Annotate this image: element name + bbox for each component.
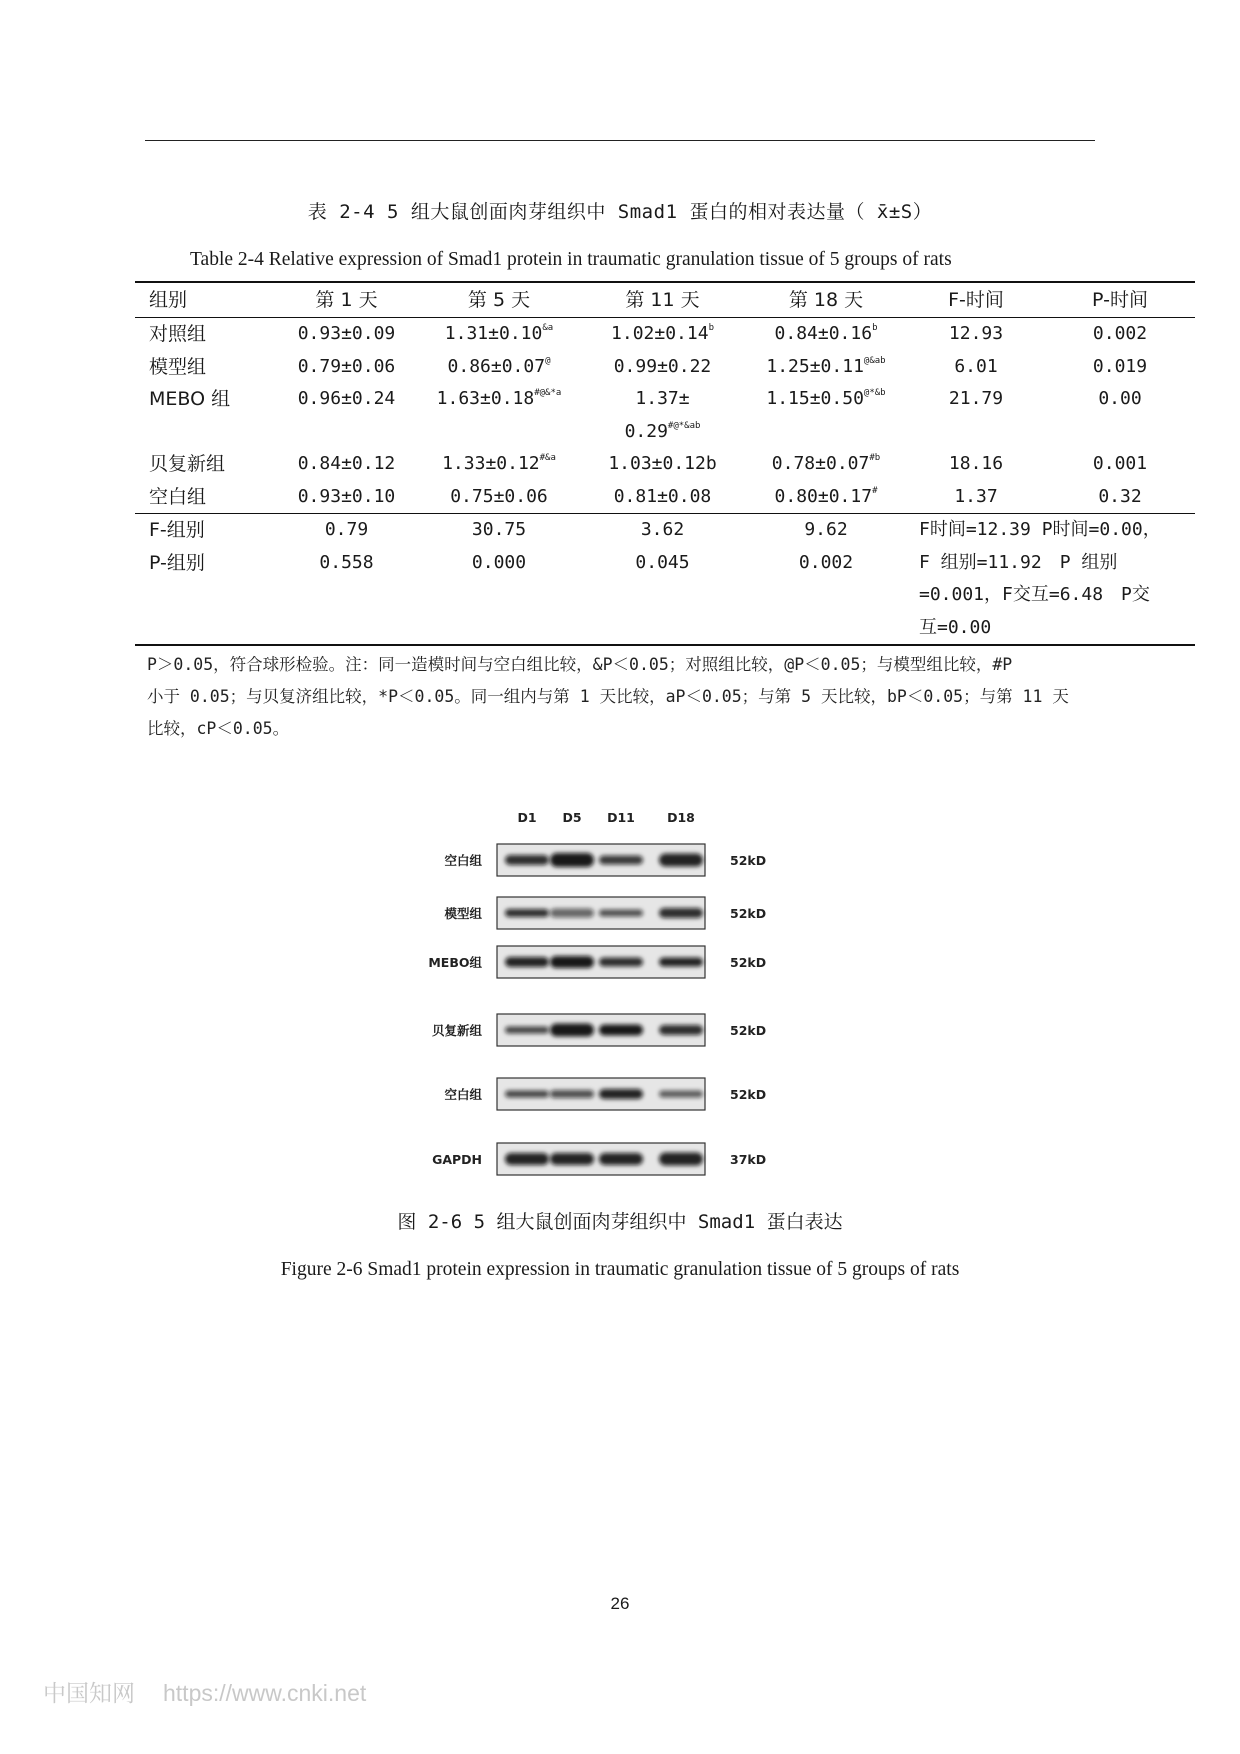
cell-p: 0.002 bbox=[1092, 323, 1148, 344]
cell-p: 0.019 bbox=[1092, 355, 1148, 377]
lane-label: D1 bbox=[517, 810, 537, 825]
header-day5: 第 5 天 bbox=[467, 289, 531, 311]
cell-d1: 0.84±0.12 bbox=[297, 453, 396, 474]
watermark-url: https://www.cnki.net bbox=[163, 1680, 367, 1706]
cell-p: 0.32 bbox=[1098, 485, 1142, 507]
blot-band bbox=[505, 909, 549, 917]
cell-d18: 0.80±0.17# bbox=[774, 485, 878, 507]
blot-band bbox=[550, 1024, 594, 1037]
row-group: 贝复新组 bbox=[149, 453, 226, 475]
cell-d11: 0.81±0.08 bbox=[613, 485, 712, 507]
molecular-weight-label: 52kD bbox=[730, 1087, 767, 1102]
blot-band bbox=[659, 1153, 703, 1166]
cell-f: 12.93 bbox=[948, 323, 1004, 344]
blot-band bbox=[599, 1153, 643, 1165]
cell-f: 21.79 bbox=[948, 388, 1004, 409]
row-group: MEBO 组 bbox=[149, 388, 231, 410]
cell-d1: 0.79 bbox=[324, 519, 369, 540]
cell-d5: 0.000 bbox=[471, 552, 527, 573]
page-number: 26 bbox=[610, 1594, 630, 1613]
header-p-time: P-时间 bbox=[1092, 289, 1148, 311]
row-group: 空白组 bbox=[149, 485, 207, 508]
blot-band bbox=[599, 856, 643, 865]
cell-f: 18.16 bbox=[948, 453, 1004, 474]
header-group: 组别 bbox=[149, 289, 188, 311]
blot-band bbox=[505, 1153, 549, 1165]
header-day1: 第 1 天 bbox=[315, 289, 378, 311]
blot-band bbox=[599, 958, 643, 967]
molecular-weight-label: 52kD bbox=[730, 906, 767, 921]
cell-d5: 30.75 bbox=[471, 519, 527, 540]
watermark-site: 中国知网 bbox=[43, 1681, 135, 1707]
cell-d18: 0.002 bbox=[798, 552, 854, 573]
cell-d1: 0.79±0.06 bbox=[297, 355, 396, 377]
header-day18: 第 18 天 bbox=[788, 289, 864, 311]
blot-band bbox=[550, 956, 594, 968]
blot-band bbox=[599, 1025, 643, 1036]
blot-band bbox=[550, 853, 594, 867]
table-caption-en: Table 2-4 Relative expression of Smad1 protein in traumatic granulation tissue of 5 groups of rats bbox=[190, 249, 952, 270]
lane-label: D18 bbox=[667, 810, 695, 825]
cell-d11: 1.37± $0.29^{\#@*\&ab}$ bbox=[624, 388, 701, 442]
blot-band bbox=[505, 957, 549, 967]
p-group-label: P-组别 bbox=[149, 552, 205, 574]
blot-label: 空白组 bbox=[444, 853, 482, 868]
blot-band bbox=[599, 1089, 643, 1099]
blot-label: MEBO组 bbox=[428, 955, 482, 970]
cell-d18: $0.78\pm 0.07^{\#b}$ bbox=[771, 453, 881, 474]
blot-label: 空白组 bbox=[444, 1087, 482, 1102]
table-caption-cn: 表 2-4 5 组大鼠创面肉芽组织中 Smad1 蛋白的相对表达量（ x̄±S） bbox=[307, 201, 933, 223]
blot-label: 贝复新组 bbox=[431, 1023, 482, 1038]
cell-d5: $1.31\pm 0.10^{\&a}$ bbox=[444, 323, 554, 344]
lane-label: D11 bbox=[607, 810, 635, 825]
stats-note: F时间=12.39 P时间=0.00， F 组别=11.92 P 组别 =0.001，F交互=6.48 P交 互=0.00 bbox=[919, 519, 1161, 638]
blot-band bbox=[659, 1091, 703, 1098]
molecular-weight-label: 52kD bbox=[730, 1023, 767, 1038]
cell-d5: $1.63\pm 0.18^{\#@\&*a}$ bbox=[436, 388, 562, 409]
figure-caption-cn: 图 2-6 5 组大鼠创面肉芽组织中 Smad1 蛋白表达 bbox=[397, 1211, 843, 1233]
cell-d18: 9.62 bbox=[804, 519, 848, 540]
blot-band bbox=[659, 908, 703, 918]
blot-band bbox=[550, 1153, 594, 1165]
cell-d18: 0.84±0.16$^b$ bbox=[774, 323, 878, 344]
blot-band bbox=[505, 1091, 549, 1098]
cell-d1: 0.96±0.24 bbox=[297, 388, 396, 409]
table-footnote: P＞0.05，符合球形检验。注：同一造模时间与空白组比较，&P＜0.05；对照组比较，@P＜0.05；与模型组比较，#P 小于 0.05；与贝复济组比较，*P＜0.05。同一组内与第 1 天比较，aP＜0.05；与第 5 天比较，bP＜0.05；与第 11 天 比较，cP＜0.05。 bbox=[147, 655, 1069, 738]
molecular-weight-label: 52kD bbox=[730, 853, 767, 868]
blot-band bbox=[659, 854, 703, 867]
cell-d1: 0.93±0.10 bbox=[297, 485, 396, 507]
row-group: 对照组 bbox=[149, 323, 207, 345]
cell-d11: 3.62 bbox=[640, 519, 685, 540]
cell-f: 6.01 bbox=[954, 355, 998, 377]
cell-p: 0.001 bbox=[1092, 453, 1148, 474]
f-group-label: F-组别 bbox=[149, 519, 205, 541]
blot-band bbox=[659, 958, 703, 967]
cell-d5: $1.33\pm 0.12^{\#\&a}$ bbox=[442, 453, 556, 474]
row-group: 模型组 bbox=[149, 355, 207, 378]
cell-d1: 0.558 bbox=[319, 552, 374, 573]
cell-d18: $1.15\pm 0.50^{@*\&b}$ bbox=[766, 388, 886, 409]
cell-d11: 1.02±0.14$^b$ bbox=[611, 323, 714, 344]
header-f-time: F-时间 bbox=[948, 289, 1004, 311]
header-day11: 第 11 天 bbox=[625, 289, 700, 311]
cell-d11: 0.99±0.22 bbox=[613, 355, 712, 377]
blot-label: 模型组 bbox=[444, 906, 482, 921]
molecular-weight-label: 52kD bbox=[730, 955, 767, 970]
blot-band bbox=[505, 855, 549, 865]
cell-d18: $1.25\pm 0.11^{@\&ab}$ bbox=[766, 355, 886, 377]
cnki-watermark bbox=[43, 1675, 366, 1708]
blot-band bbox=[599, 910, 643, 917]
blot-band bbox=[659, 1025, 703, 1035]
figure-caption-en: Figure 2-6 Smad1 protein expression in traumatic granulation tissue of 5 groups of rats bbox=[280, 1259, 960, 1280]
cell-d5: 0.75±0.06 bbox=[450, 485, 548, 507]
blot-band bbox=[550, 1090, 594, 1098]
cell-p: 0.00 bbox=[1098, 388, 1142, 409]
molecular-weight-label: 37kD bbox=[730, 1152, 767, 1167]
cell-f: 1.37 bbox=[954, 485, 998, 507]
cell-d11: 0.045 bbox=[635, 552, 690, 573]
lane-label: D5 bbox=[562, 810, 582, 825]
blot-label: GAPDH bbox=[432, 1152, 482, 1167]
cell-d11: 1.03±0.12b bbox=[608, 453, 717, 474]
cell-d5: 0.86±0.07@ bbox=[447, 355, 551, 377]
cell-d1: 0.93±0.09 bbox=[297, 323, 396, 344]
blot-band bbox=[550, 909, 594, 918]
blot-band bbox=[505, 1027, 549, 1034]
